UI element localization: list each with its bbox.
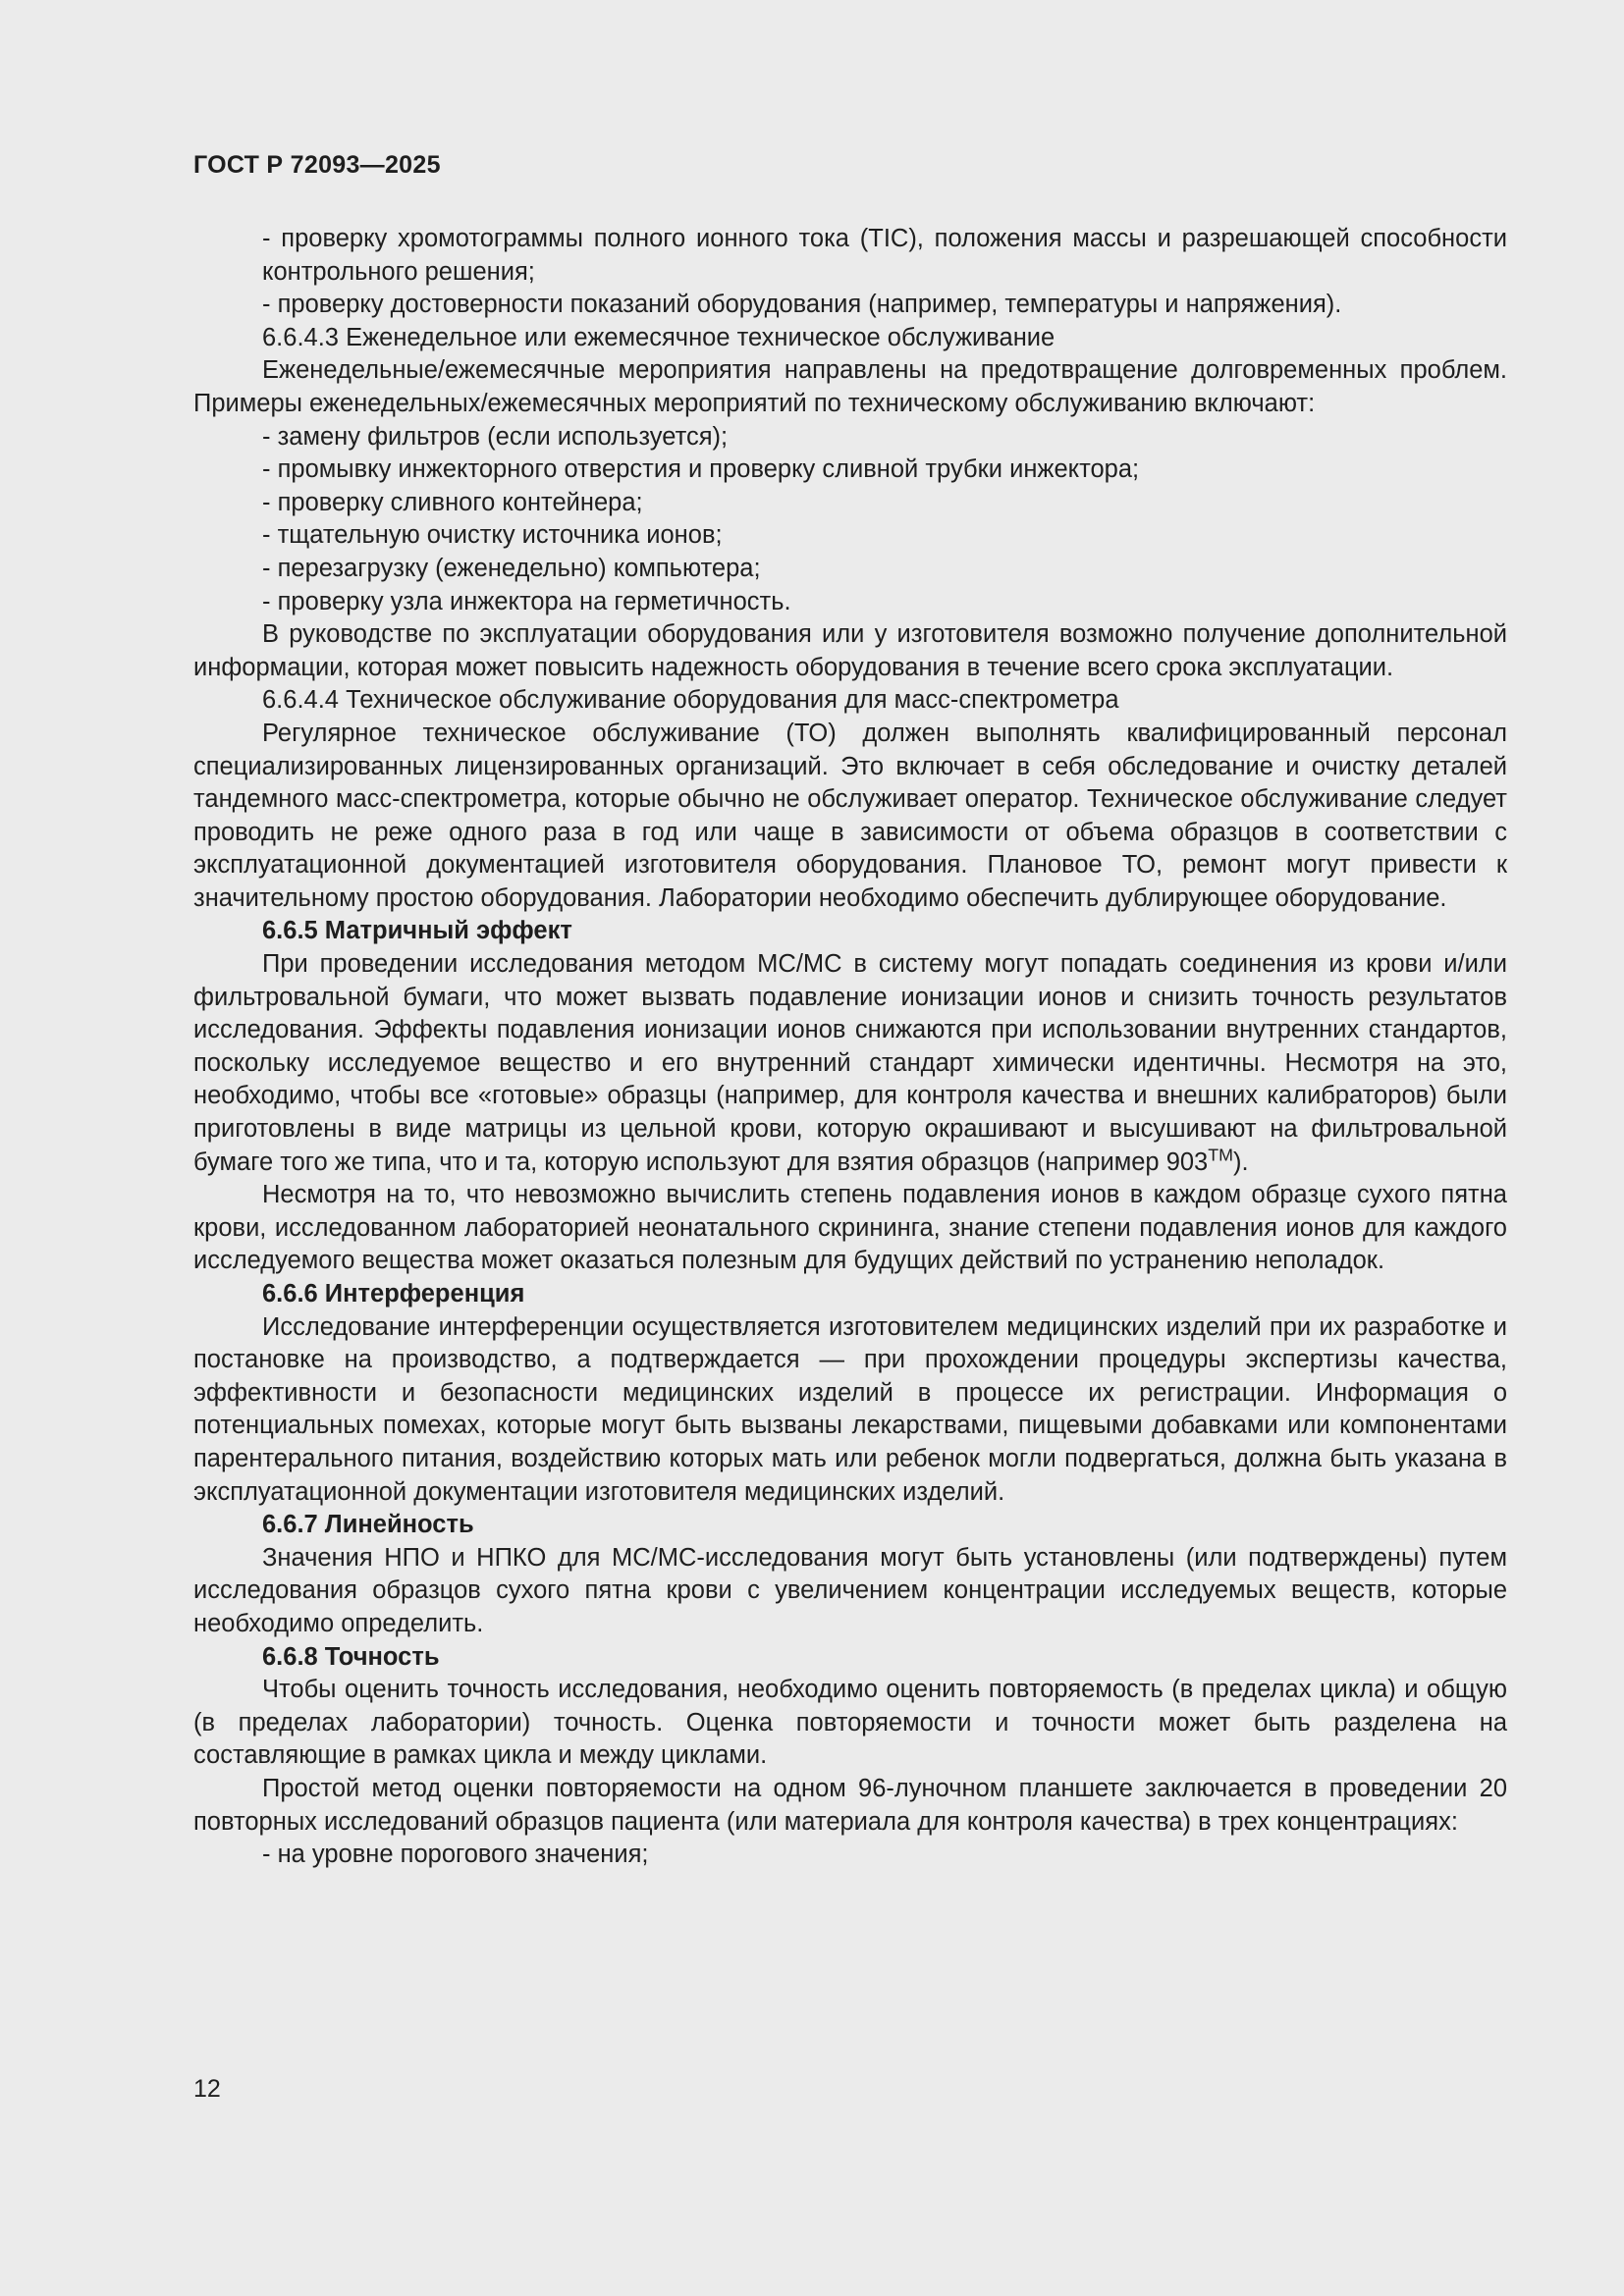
list-item: - проверку хромотограммы полного ионного тока (TIC), положения массы и разрешающей способности контрольного решения; bbox=[262, 225, 1507, 286]
page-number: 12 bbox=[193, 2075, 221, 2103]
paragraph: Еженедельные/ежемесячные мероприятия направлены на предотвращение долговременных проблем. Примеры еженедельных/ежемесячных мероприятий по техническому обслуживанию включают: bbox=[193, 356, 1507, 417]
list-item: - проверку узла инжектора на герметичность. bbox=[262, 587, 791, 615]
subsection-heading: 6.6.4.3 Еженедельное или ежемесячное техническое обслуживание bbox=[262, 323, 1056, 351]
paragraph: Простой метод оценки повторяемости на одном 96-луночном планшете заключается в проведении 20 повторных исследований образцов пациента (или материала для контроля качества) в трех концентрациях: bbox=[193, 1774, 1507, 1836]
list-item: - тщательную очистку источника ионов; bbox=[262, 521, 723, 550]
document-code-header: ГОСТ Р 72093—2025 bbox=[193, 151, 441, 179]
paragraph: Исследование интерференции осуществляется изготовителем медицинских изделий при их разработке и постановке на производство, а подтверждается — при прохождении процедуры экспертизы качества, эффективности и безопасности медицинских изделий в процессе их регистрации. Информация о потенциальных помехах, которые могут быть вызваны лекарствами, пищевыми добавками или компонентами парентерального питания, воздействию которых мать или ребенок могли подвергаться, должна быть указана в эксплуатационной документации изготовителя медицинских изделий. bbox=[193, 1312, 1507, 1506]
paragraph: В руководстве по эксплуатации оборудования или у изготовителя возможно получение дополнительной информации, которая может повысить надежность оборудования в течение всего срока эксплуатации. bbox=[193, 620, 1507, 681]
paragraph: Значения НПО и НПКО для МС/МС-исследования могут быть установлены (или подтверждены) путем исследования образцов сухого пятна крови с увеличением концентрации исследуемых веществ, которые необходимо определить. bbox=[193, 1543, 1507, 1637]
paragraph: Регулярное техническое обслуживание (ТО) должен выполнять квалифицированный персонал специализированных лицензированных организаций. Это включает в себя обследование и очистку деталей тандемного масс-спектрометра, которые обычно не обслуживает оператор. Техническое обслуживание следует проводить не реже одного раза в год или чаще в зависимости от объема образцов в соответствии с эксплуатационной документацией изготовителя оборудования. Плановое ТО, ремонт могут привести к значительному простою оборудования. Лаборатории необходимо обеспечить дублирующее оборудование. bbox=[193, 719, 1507, 912]
section-heading-interference: 6.6.6 Интерференция bbox=[262, 1280, 525, 1308]
list-item: - проверку достоверности показаний оборудования (например, температуры и напряжения). bbox=[262, 291, 1342, 319]
paragraph-text: При проведении исследования методом МС/МС в систему могут попадать соединения из крови и/или фильтровальной бумаги, что может вызвать подавление ионизации ионов и снизить точность результатов исследования. Эффекты подавления ионизации ионов снижаются при использовании внутренних стандартов, поскольку исследуемое вещество и его внутренний стандарт химически идентичны. Несмотря на это, необходимо, чтобы все «готовые» образцы (например, для контроля качества и внешних калибраторов) были приготовлены в виде матрицы из цельной крови, которую окрашивают и высушивают на фильтровальной бумаге того же типа, что и та, которую используют для взятия образцов (например 903 bbox=[193, 950, 1507, 1176]
paragraph: Чтобы оценить точность исследования, необходимо оценить повторяемость (в пределах цикла) и общую (в пределах лаборатории) точность. Оценка повторяемости и точности может быть разделена на составляющие в рамках цикла и между циклами. bbox=[193, 1676, 1507, 1770]
list-item: - перезагрузку (еженедельно) компьютера; bbox=[262, 554, 761, 582]
document-body bbox=[193, 223, 1507, 1872]
subsection-heading: 6.6.4.4 Техническое обслуживание оборудования для масс-спектрометра bbox=[262, 686, 1119, 715]
list-item: - проверку сливного контейнера; bbox=[262, 488, 643, 516]
section-heading-matrix-effect: 6.6.5 Матричный эффект bbox=[262, 917, 572, 945]
paragraph: Несмотря на то, что невозможно вычислить степень подавления ионов в каждом образце сухого пятна крови, исследованном лабораторией неонатального скрининга, знание степени подавления ионов для каждого исследуемого вещества может оказаться полезным для будущих действий по устранению неполадок. bbox=[193, 1181, 1507, 1275]
list-item: - замену фильтров (если используется); bbox=[262, 422, 729, 451]
section-heading-precision: 6.6.8 Точность bbox=[262, 1642, 440, 1671]
section-heading-linearity: 6.6.7 Линейность bbox=[262, 1511, 474, 1539]
paragraph-text-end: ). bbox=[1233, 1148, 1249, 1176]
trademark-superscript: TM bbox=[1208, 1145, 1234, 1165]
paragraph bbox=[193, 948, 1507, 1179]
list-item: - на уровне порогового значения; bbox=[262, 1841, 649, 1869]
list-item: - промывку инжекторного отверстия и проверку сливной трубки инжектора; bbox=[262, 455, 1140, 484]
